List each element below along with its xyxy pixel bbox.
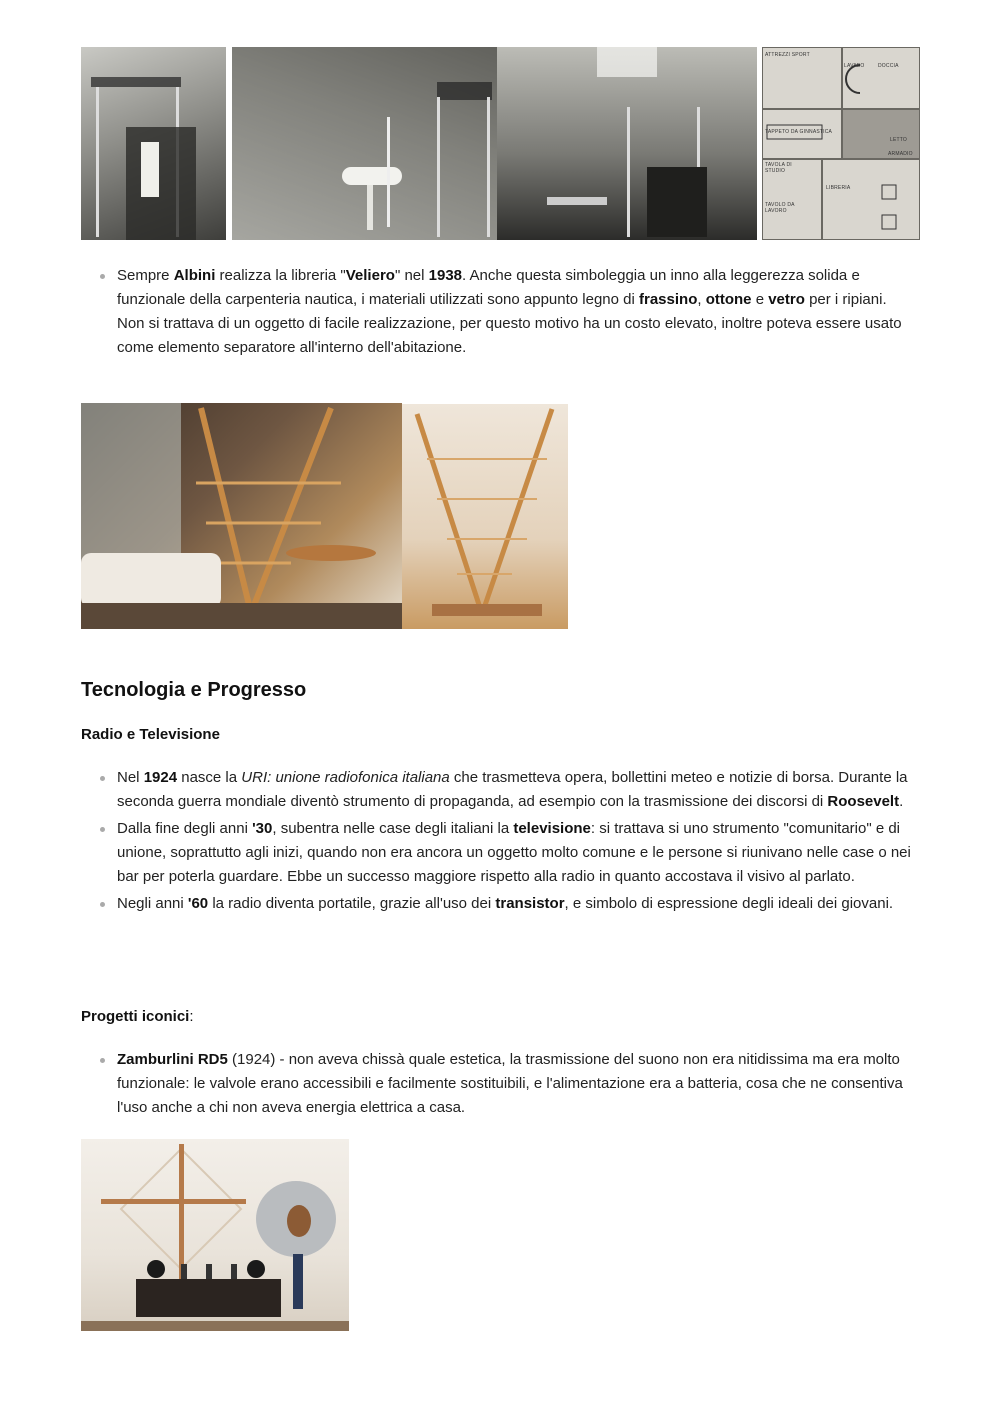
year-bold: 1938 — [428, 267, 463, 284]
plan-label: TAPPETO DA GINNASTICA — [765, 129, 833, 135]
plan-label: LIBRERIA — [826, 185, 851, 191]
zamburlini-radio-photo — [81, 1139, 349, 1331]
ottone-bold: ottone — [705, 291, 752, 308]
vetro-bold: vetro — [768, 291, 805, 308]
veliero-photo-studio — [402, 404, 568, 629]
section-title: Tecnologia e Progresso — [81, 679, 307, 701]
albini-bold: Albini — [173, 267, 216, 284]
plan-label: ARMADIO — [888, 151, 913, 157]
albini-room-photo-1 — [81, 47, 226, 240]
plan-label: DOCCIA — [878, 63, 899, 69]
veliero-photo-interior — [81, 403, 402, 629]
veliero-paragraph-2: Non si trattava di un oggetto di facile realizzazione, per questo motivo ha un costo elevato, inoltre poteva essere usato come elemento separatore all'interno dell'abitazione. — [117, 315, 902, 356]
veliero-bold: Veliero — [345, 267, 395, 284]
list-item: Negli anni '60 la radio diventa portatile, grazie all'uso dei transistor, e simbolo di espressione degli ideali dei giovani. — [81, 892, 920, 916]
plan-label: LAVABO — [844, 63, 865, 69]
veliero-list — [81, 264, 920, 360]
progetti-list — [81, 1048, 920, 1120]
frassino-bold: frassino — [639, 291, 698, 308]
sub-title: Radio e Televisione — [81, 726, 220, 743]
plan-label: TAVOLA DI STUDIO — [765, 162, 792, 174]
list-item: Dalla fine degli anni '30, subentra nelle case degli italiani la televisione: si trattava si uno strumento "comunitario" e di unione, soprattutto agli inizi, quando non era ancora un oggetto molto comune e le persone si riunivano nelle case o nei bar per poterla guardare. Ebbe un successo maggiore rispetto alla radio in quanto accostava il visivo al parlato. — [81, 817, 920, 889]
plan-label: LETTO — [890, 137, 908, 143]
albini-room-photo-2 — [232, 47, 497, 240]
albini-floor-plan — [762, 47, 920, 240]
list-item: Sempre Albini realizza la libreria "Veliero" nel 1938. Anche questa simboleggia un inno alla leggerezza solida e funzionale della carpenteria nautica, i materiali utilizzati sono appunto legno di frassino, ottone e vetro per i ripiani. Non si trattava di un oggetto di facile realizzazione, per questo motivo ha un costo elevato, inoltre poteva essere usato come elemento separatore all'interno dell'abitazione. — [81, 264, 920, 360]
list-item: Nel 1924 nasce la URI: unione radiofonica italiana che trasmetteva opera, bollettini meteo e notizie di borsa. Durante la seconda guerra mondiale diventò strumento di propaganda, ad esempio con la trasmissione dei discorsi di Roosevelt. — [81, 766, 920, 814]
plan-label: ATTREZZI SPORT — [765, 52, 810, 58]
radio-list — [81, 766, 920, 916]
plan-label: TAVOLO DA LAVORO — [765, 202, 795, 214]
list-item: Zamburlini RD5 (1924) - non aveva chissà quale estetica, la trasmissione del suono non era nitidissima ma era molto funzionale: le valvole erano accessibili e facilmente sostituibili, e l'alimentazione era a batteria, cosa che ne consentiva l'uso anche a chi non aveva energia elettrica a casa. — [81, 1048, 920, 1120]
albini-room-photo-3 — [497, 47, 757, 240]
progetti-title: Progetti iconici: — [81, 1008, 194, 1025]
